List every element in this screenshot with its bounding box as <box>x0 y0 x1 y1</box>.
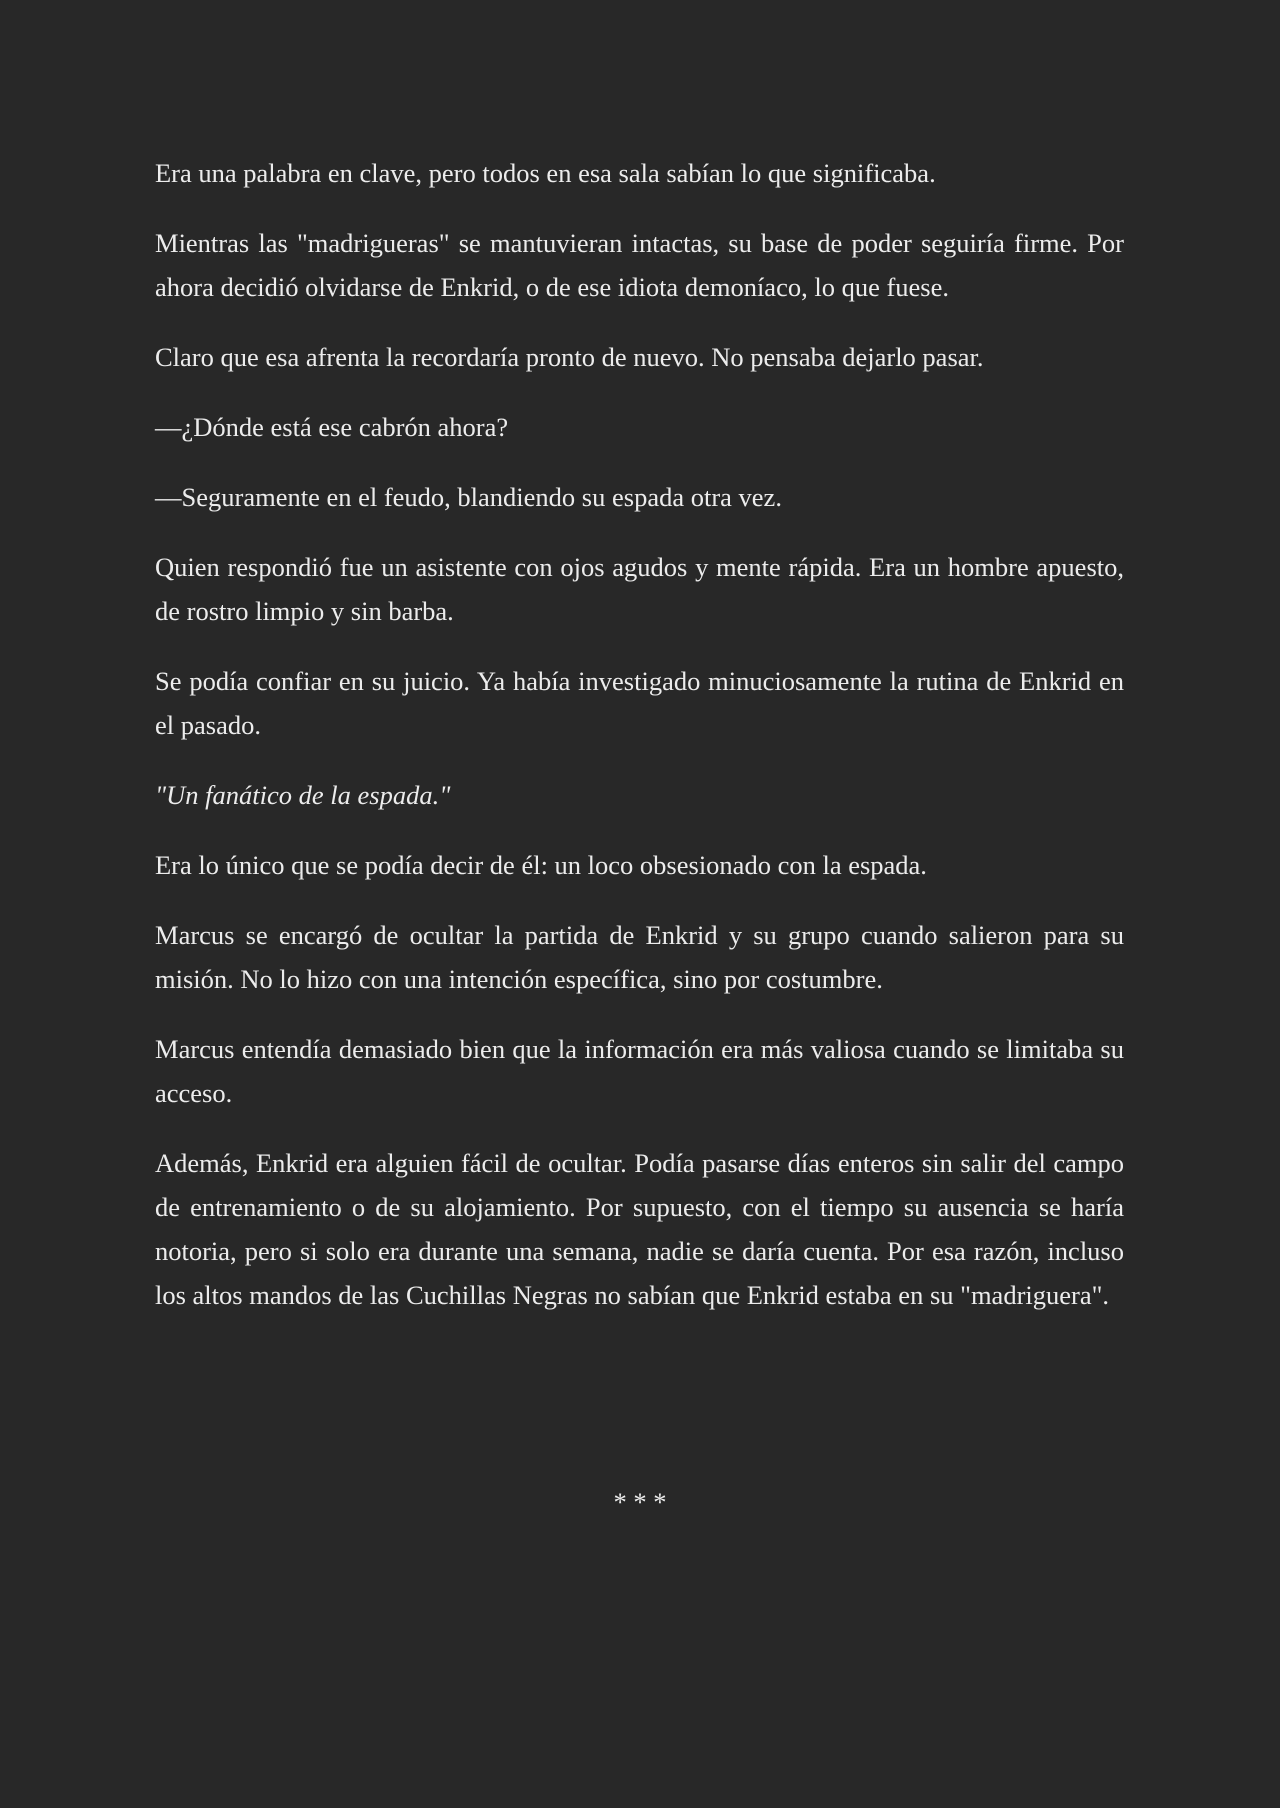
scene-separator: * * * <box>613 1487 667 1517</box>
paragraph: Se podía confiar en su juicio. Ya había investigado minuciosamente la rutina de Enkrid en el pasado. <box>155 666 1124 740</box>
paragraph: Mientras las "madrigueras" se mantuvieran intactas, su base de poder seguiría firme. Por ahora decidió olvidarse de Enkrid, o de ese idiota demoníaco, lo que fuese. <box>155 228 1124 302</box>
paragraph: Era lo único que se podía decir de él: un loco obsesionado con la espada. <box>155 850 927 880</box>
paragraph: Marcus entendía demasiado bien que la información era más valiosa cuando se limitaba su acceso. <box>155 1034 1124 1108</box>
paragraph: Marcus se encargó de ocultar la partida de Enkrid y su grupo cuando salieron para su misión. No lo hizo con una intención específica, sino por costumbre. <box>155 920 1124 994</box>
paragraph: Era una palabra en clave, pero todos en esa sala sabían lo que significaba. <box>155 158 936 188</box>
paragraph: Quien respondió fue un asistente con ojos agudos y mente rápida. Era un hombre apuesto, de rostro limpio y sin barba. <box>155 552 1124 626</box>
italic-thought: "Un fanático de la espada." <box>155 780 451 810</box>
paragraph: Además, Enkrid era alguien fácil de ocultar. Podía pasarse días enteros sin salir del campo de entrenamiento o de su alojamiento. Por supuesto, con el tiempo su ausencia se haría notoria, pero si solo era durante una semana, nadie se daría cuenta. Por esa razón, incluso los altos mandos de las Cuchillas Negras no sabían que Enkrid estaba en su "madriguera". <box>155 1148 1124 1310</box>
dialogue-line: —¿Dónde está ese cabrón ahora? <box>155 412 509 442</box>
dialogue-line: —Seguramente en el feudo, blandiendo su espada otra vez. <box>155 482 782 512</box>
reader-content <box>155 151 1124 1343</box>
paragraph: Claro que esa afrenta la recordaría pronto de nuevo. No pensaba dejarlo pasar. <box>155 342 984 372</box>
